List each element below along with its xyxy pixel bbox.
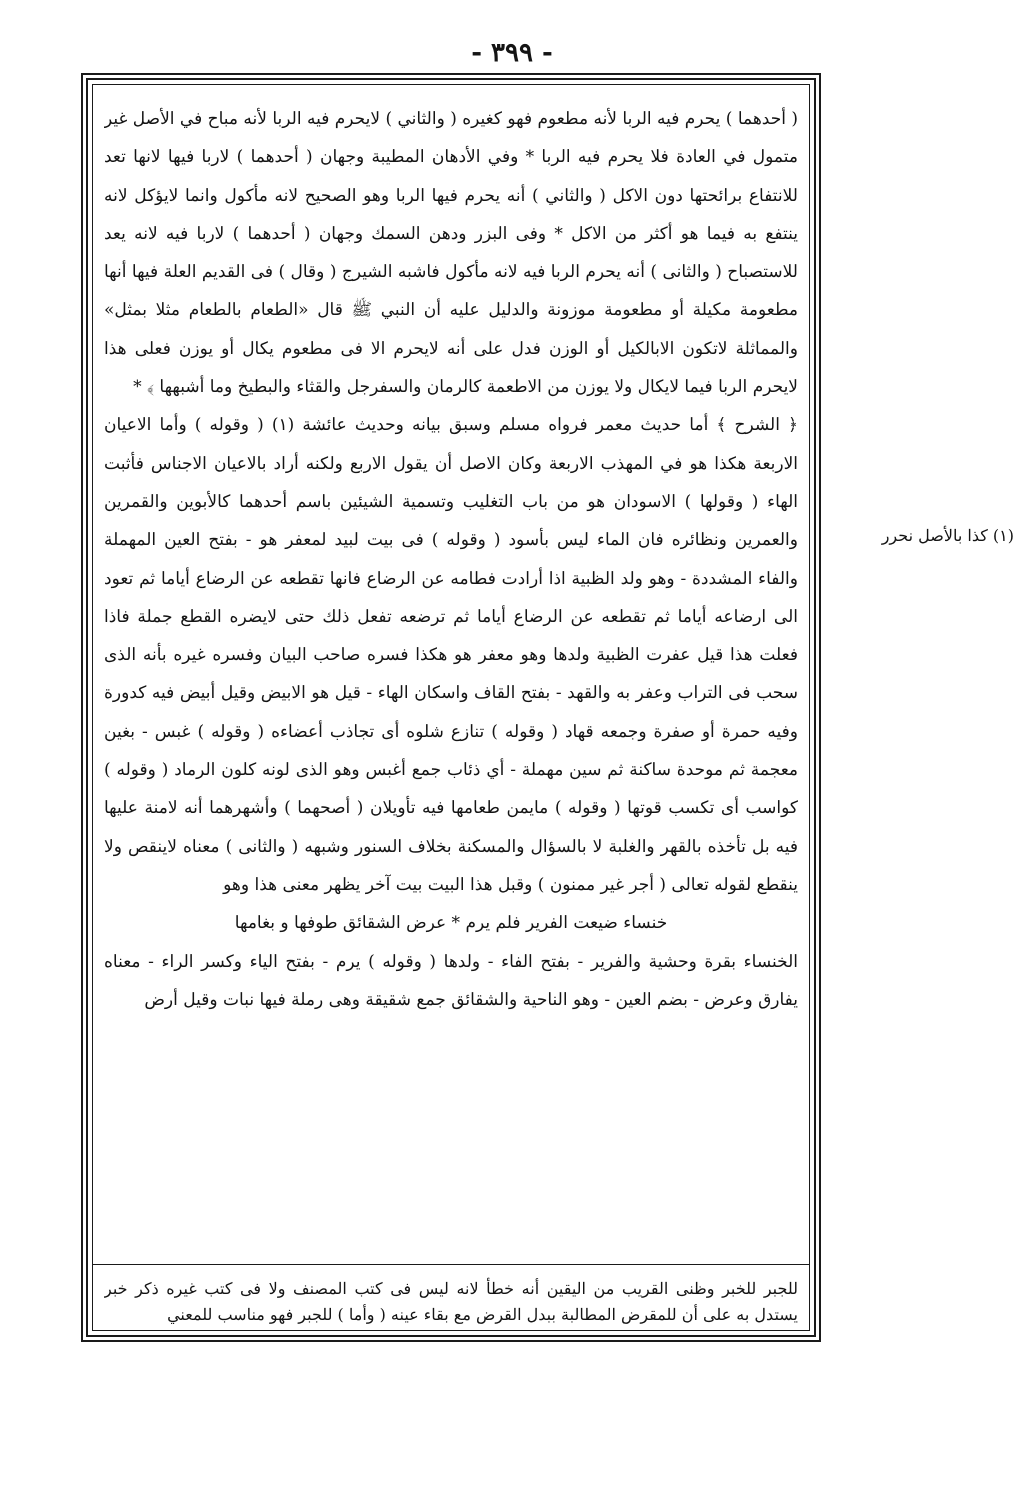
footnote-text: للجبر للخبر وظنى القريب من اليقين أنه خطأ لانه ليس فى كتب المصنف ولا فى كتب غيره ذكر خبر يستدل به على أن للمقرض المطالبة ببدل القرض مع بقاء عينه ( وأما ) للجبر فهو مناسب للمعني (104, 1279, 798, 1324)
footnote-divider (92, 1264, 810, 1265)
text-frame (86, 78, 816, 1337)
margin-note: (١) كذا بالأصل نحرر (881, 526, 1014, 545)
page-number: - ٣٩٩ - (471, 38, 553, 68)
poetry-verse: خنساء ضيعت الفرير فلم يرم * عرض الشقائق طوفها و بغامها (234, 913, 668, 934)
paragraph-main-text: ( أحدهما ) يحرم فيه الربا لأنه مطعوم فهو كغيره ( والثاني ) لايحرم فيه الربا لأنه مباح في الأصل غير متمول في العادة فلا يحرم فيه الربا * وفي الأدهان المطيبة وجهان ( أحدهما ) لاربا فيها لانها تعد للانتفاع برائحتها دون الاكل ( والثاني ) أنه يحرم فيها الربا وهو الصحيح لانه مأكول وانما لايؤكل لانه ينتفع به فيما هو أكثر من الاكل * وفى البزر ودهن السمك وجهان ( أحدهما ) لاربا فيه لانه يعد للاستصباح ( والثانى ) أنه يحرم الربا فيه لانه مأكول فاشبه الشيرج ( وقال ) فى القديم العلة فيها أنها مطعومة مكيلة أو مطعومة موزونة والدليل عليه أن النبي ﷺ قال «الطعام بالطعام مثلا بمثل» والمماثلة لاتكون الابالكيل أو الوزن فدل على أنه لايحرم الا فى مطعوم يكال أو يوزن فعلى هذا لايحرم الربا فيما لايكال ولا يوزن من الاطعمة كالرمان والسفرجل والقثاء والبطيخ وما أشبهها ﴾ * (104, 109, 798, 398)
main-text (104, 100, 798, 1232)
paragraph-verse-explanation: الخنساء بقرة وحشية والفرير - بفتح الفاء - ولدها ( وقوله ) يرم - بفتح الياء وكسر الراء - معناه يفارق وعرض - بضم العين - وهو الناحية والشقائق جمع شقيقة وهى رملة فيها نبات وقيل أرض (104, 951, 798, 1010)
paragraph-commentary: ﴿ الشرح ﴾ أما حديث معمر فرواه مسلم وسبق بيانه وحديث عائشة (١) ( وقوله ) وأما الاعيان الاربعة هكذا هو في المهذب الاربعة وكان الاصل أن يقول الاربع ولكنه أراد بالاعيان الاجناس فأثبت الهاء ( وقولها ) الاسودان هو من باب التغليب وتسمية الشيئين باسم أحدهما كالأبوين والقمرين والعمرين ونظائره فان الماء ليس بأسود ( وقوله ) فى بيت لبيد لمعفر هو - بفتح العين المهملة والفاء المشددة - وهو ولد الظبية اذا أرادت فطامه عن الرضاع فانها تقطعه عن الرضاع أياما ثم تعود الى ارضاعه أياما ثم تقطعه عن الرضاع أياما ثم ترضعه تفعل ذلك حتى لايضره القطع جملة فاذا فعلت هذا قيل عفرت الظبية ولدها وهو معفر هو هكذا فسره صاحب البيان وفسره غيره بأنه الذى سحب فى التراب وعفر به والقهد - بفتح القاف واسكان الهاء - قيل هو الابيض وقيل أبيض فيه كدورة وفيه حمرة أو صفرة وجمعه قهاد ( وقوله ) تنازع شلوه أى تجاذب أعضاءه ( وقوله ) غبس - بغين معجمة ثم موحدة ساكنة ثم سين مهملة - أي ذئاب جمع أغبس وهو الذى لونه كلون الرماد ( وقوله ) كواسب أى تكسب قوتها ( وقوله ) مايمن طعامها فيه تأويلان ( أصحهما ) وأشهرهما أنه لامنة عليها فيه بل تأخذه بالقهر والغلبة لا بالسؤال والمسكنة بخلاف السنور وشبهه ( والثانى ) معناه لاينقص ولا ينقطع لقوله تعالى ( أجر غير ممنون ) وقبل هذا البيت بيت آخر يظهر معنى هذا وهو (104, 415, 798, 895)
